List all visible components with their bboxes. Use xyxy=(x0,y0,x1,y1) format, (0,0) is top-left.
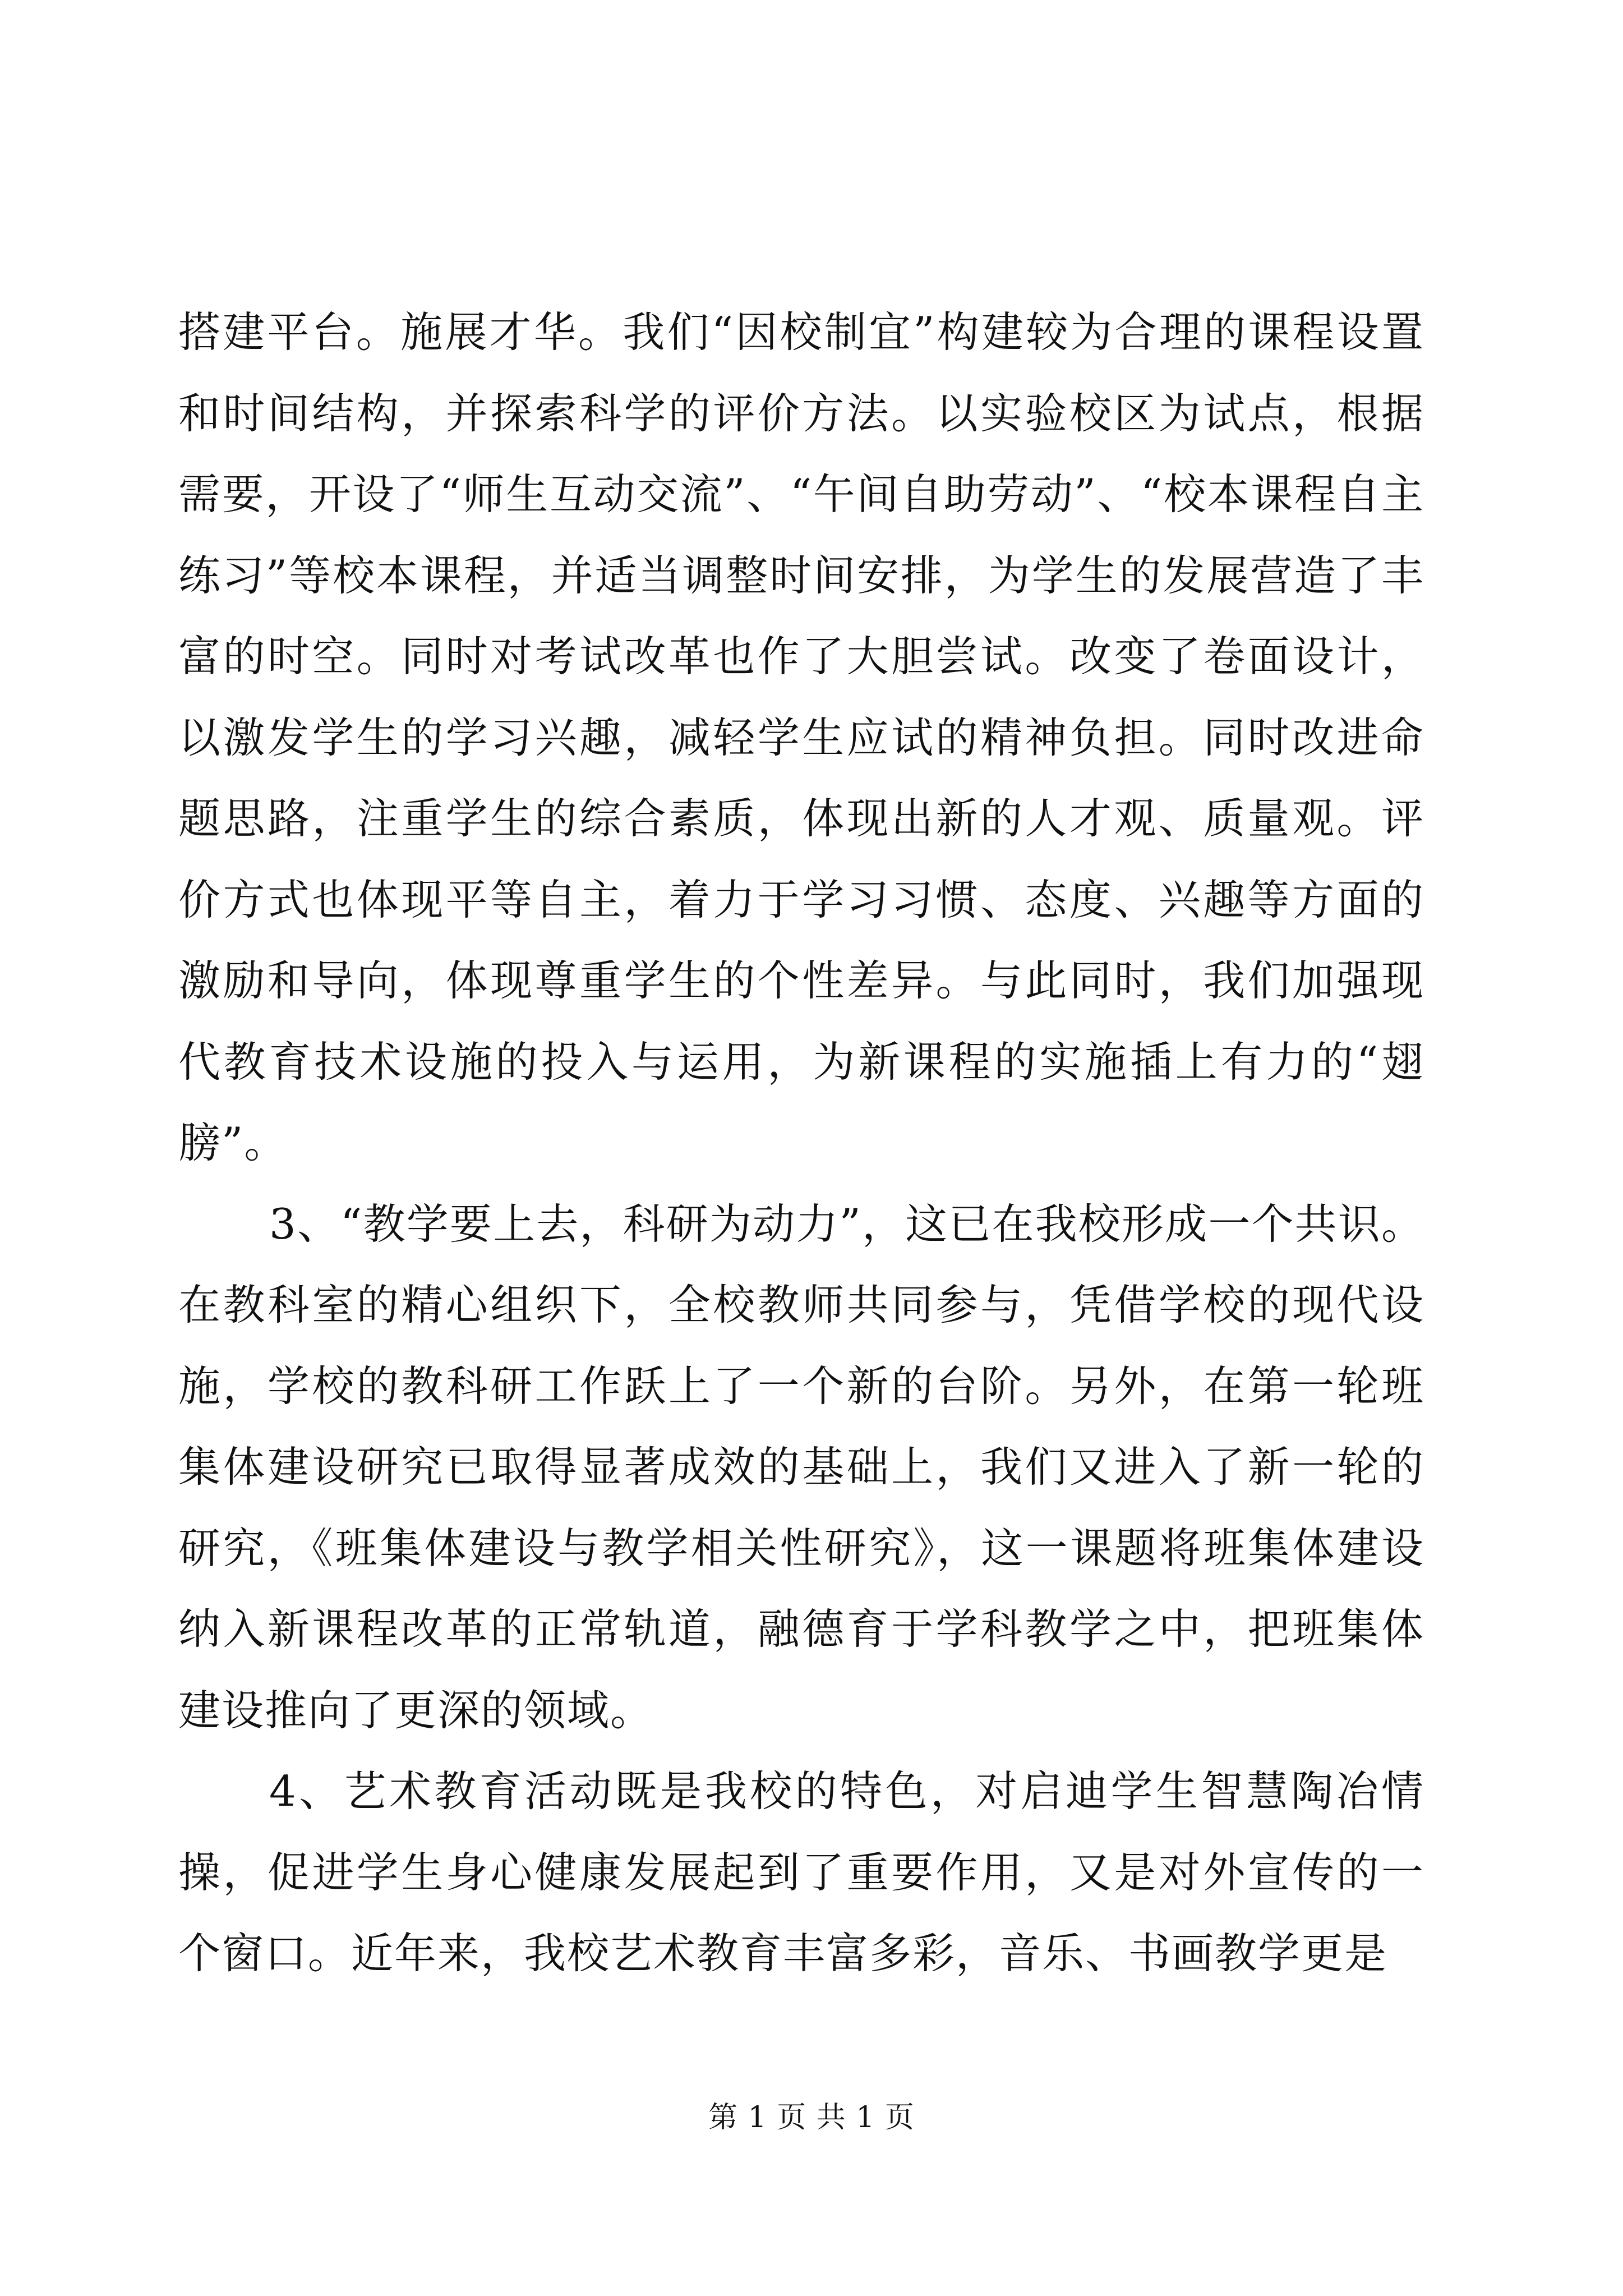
document-body xyxy=(178,292,1424,1994)
paragraph-curriculum: 搭建平台。施展才华。我们“因校制宜”构建较为合理的课程设置和时间结构，并探索科学的评价方法。以实验校区为试点，根据需要，开设了“师生互动交流”、“午间自助劳动”、“校本课程自主练习”等校本课程，并适当调整时间安排，为学生的发展营造了丰富的时空。同时对考试改革也作了大胆尝试。改变了卷面设计，以激发学生的学习兴趣，减轻学生应试的精神负担。同时改进命题思路，注重学生的综合素质，体现出新的人才观、质量观。评价方式也体现平等自主，着力于学习习惯、态度、兴趣等方面的激励和导向，体现尊重学生的个性差异。与此同时，我们加强现代教育技术设施的投入与运用，为新课程的实施插上有力的“翅膀”。 xyxy=(178,307,1424,1167)
page-footer: 第 1 页 共 1 页 xyxy=(708,2101,915,2134)
paragraph-arts-education: 4、艺术教育活动既是我校的特色，对启迪学生智慧陶冶情操，促进学生身心健康发展起到了重要作用，又是对外宣传的一个窗口。近年来，我校艺术教育丰富多彩，音乐、书画教学更是 xyxy=(178,1766,1424,1978)
paragraph-research: 3、“教学要上去，科研为动力”，这已在我校形成一个共识。在教科室的精心组织下，全校教师共同参与，凭借学校的现代设施，学校的教科研工作跃上了一个新的台阶。另外，在第一轮班集体建设研究已取得显著成效的基础上，我们又进入了新一轮的研究，《班集体建设与教学相关性研究》，这一课题将班集体建设纳入新课程改革的正常轨道，融德育于学科教学之中，把班集体建设推向了更深的领域。 xyxy=(178,1199,1424,1735)
